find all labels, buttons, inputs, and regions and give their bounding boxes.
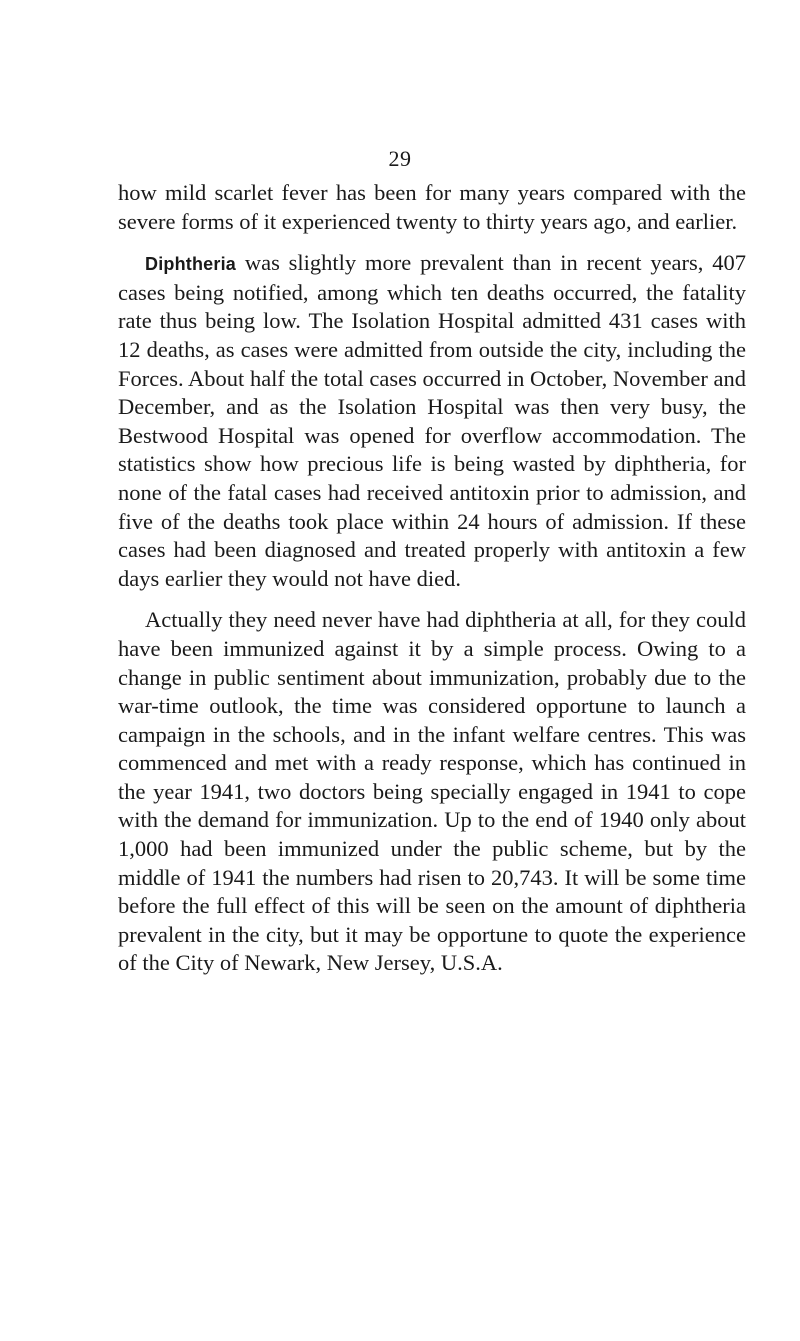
page-number: 29 <box>388 146 412 171</box>
paragraph-diphtheria <box>118 249 746 593</box>
section-heading-diphtheria: Diphtheria <box>145 254 237 275</box>
paragraph-scarlet-fever-continuation: how mild scarlet fever has been for many years compared with the severe forms of it experienced twenty to thirty years ago, and earlier. <box>118 180 746 234</box>
paragraph-diphtheria-body: was slightly more prevalent than in recent years, 407 cases being notified, among which ten deaths occurred, the fatality rate thus being low. The Isolation Hospital admitted 431 cases with 12 deaths, as cases were admitted from outside the city, including the Forces. About half the total cases occurred in October, November and December, and as the Isolation Hospital was then very busy, the Bestwood Hospital was opened for overflow accommodation. The statistics show how precious life is being wasted by diphtheria, for none of the fatal cases had received antitoxin prior to admission, and five of the deaths took place within 24 hours of admission. If these cases had been diagnosed and treated properly with antitoxin a few days earlier they would not have died. <box>118 250 746 591</box>
body-text <box>118 179 746 978</box>
paragraph-immunization: Actually they need never have had diphtheria at all, for they could have been immunized against it by a simple process. Owing to a change in public sentiment about immunization, probably due to the war-time outlook, the time was considered opportune to launch a campaign in the schools, and in the infant welfare centres. This was commenced and met with a ready response, which has continued in the year 1941, two doctors being specially engaged in 1941 to cope with the demand for immunization. Up to the end of 1940 only about 1,000 had been immunized under the public scheme, but by the middle of 1941 the numbers had risen to 20,743. It will be some time before the full effect of this will be seen on the amount of diphtheria prevalent in the city, but it may be opportune to quote the experience of the City of Newark, New Jersey, U.S.A. <box>118 607 746 976</box>
